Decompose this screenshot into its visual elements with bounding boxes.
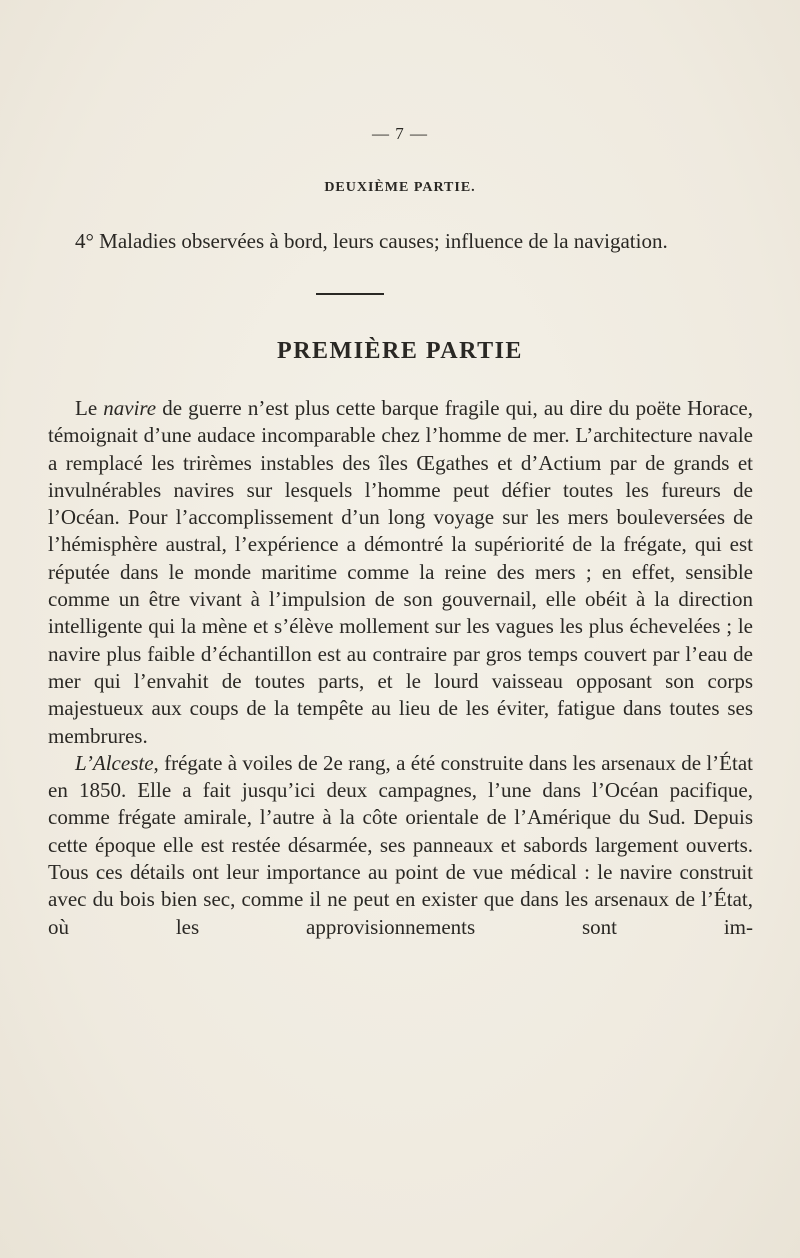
outline-item: 4° Maladies observées à bord, leurs causes; influence de la navigation.	[75, 229, 668, 253]
paragraph	[48, 395, 753, 750]
body-text	[48, 395, 753, 941]
ship-name: L’Alceste	[75, 750, 154, 775]
paragraph-text: , frégate à voiles de 2e rang, a été construite dans les arsenaux de l’État en 1850. Elle a fait jusqu’ici deux campagnes, l’une dans l’Océan pacifique, comme frégate amirale, l’autre à la côte orientale de l’Amérique du Sud. Depuis cette époque elle est restée désarmée, ses panneaux et sabords largement ouverts. Tous ces détails ont leur importance au point de vue médical : le navire construit avec du bois bien sec, comme il ne peut en exister que dans les arsenaux de l’État, où les approvisionnements sont im-	[48, 750, 753, 939]
paragraph-lead: Le	[75, 396, 104, 420]
section-heading: DEUXIÈME PARTIE.	[324, 180, 476, 195]
paragraph-text: de guerre n’est plus cette barque fragile qui, au dire du poëte Horace, témoignait d’une audace incomparable chez l’homme de mer. L’architecture navale a remplacé les trirèmes instables des îles Œgathes et d’Actium par de grands et invulnérables navires sur lesquels l’homme peut défier toutes les fureurs de l’Océan. Pour l’accomplissement d’un long voyage sur les mers bouleversées de l’hémisphère austral, l’expérience a démontré la supériorité de la frégate, qui est réputée dans le monde maritime comme la reine des mers ; en effet, sensible comme un être vivant à l’impulsion de son gouvernail, elle obéit à la direction intelligente qui la mène et s’élève mollement sur les vagues les plus échevelées ; le navire plus faible d’échantillon est au contraire par gros temps couvert par l’eau de mer qui l’envahit de toutes parts, et le lourd vaisseau opposant son corps majestueux aux coups de la tempête au lieu de les éviter, fatigue dans toutes ses membrures.	[48, 396, 753, 748]
page-number: — 7 —	[372, 124, 428, 143]
italic-word: navire	[103, 396, 157, 420]
paragraph	[48, 750, 753, 941]
separator-rule	[316, 293, 384, 295]
part-title: PREMIÈRE PARTIE	[277, 338, 523, 364]
